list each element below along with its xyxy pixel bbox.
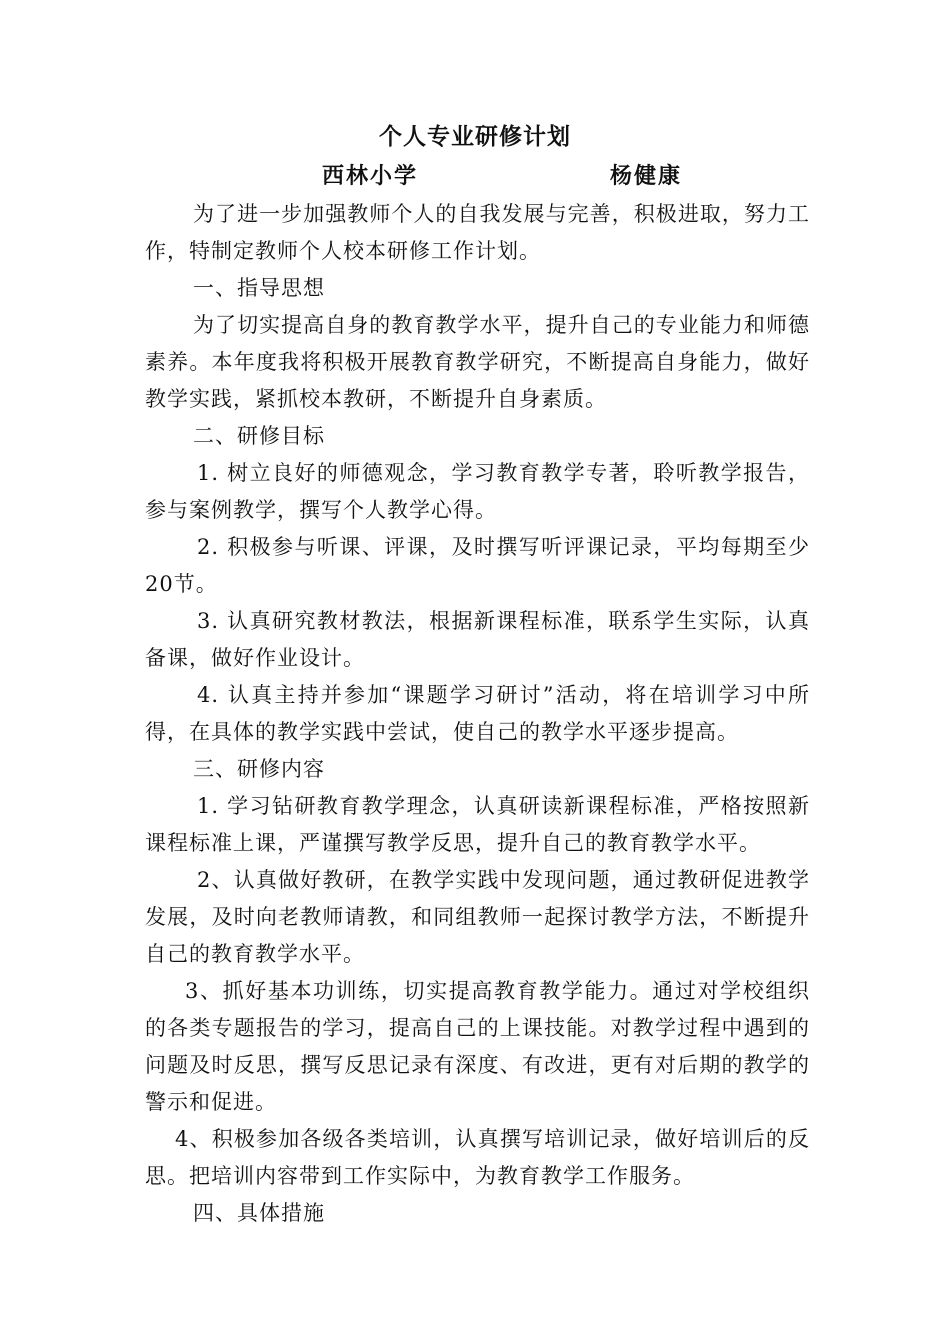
document-title: 个人专业研修计划: [379, 123, 571, 150]
intro-paragraph: 为了进一步加强教师个人的自我发展与完善，积极进取，努力工作，特制定教师个人校本研修工作计划。: [145, 202, 810, 263]
goal-item: 1. 树立良好的师德观念，学习教育教学专著，聆听教学报告，参与案例教学，撰写个人教学心得。: [145, 461, 810, 522]
section-heading-goals: 二、研修目标: [193, 424, 325, 448]
document-body: [145, 196, 810, 1232]
guiding-thought-paragraph: 为了切实提高自身的教育教学水平，提升自己的专业能力和师德素养。本年度我将积极开展教育教学研究，不断提高自身能力，做好教学实践，紧抓校本教研，不断提升自身素质。: [145, 313, 810, 411]
content-item: 1. 学习钻研教育教学理念，认真研读新课程标准，严格按照新课程标准上课，严谨撰写教学反思，提升自己的教育教学水平。: [145, 794, 810, 855]
goal-item: 4. 认真主持并参加“课题学习研讨”活动，将在培训学习中所得，在具体的教学实践中尝试，使自己的教学水平逐步提高。: [145, 683, 810, 744]
content-item: 4、积极参加各级各类培训，认真撰写培训记录，做好培训后的反思。把培训内容带到工作实际中，为教育教学工作服务。: [145, 1127, 810, 1188]
section-heading-measures: 四、具体措施: [193, 1201, 325, 1225]
goal-item: 3. 认真研究教材教法，根据新课程标准，联系学生实际，认真备课，做好作业设计。: [145, 609, 810, 670]
section-heading-guiding-thought: 一、指导思想: [193, 276, 325, 300]
content-item: 3、抓好基本功训练，切实提高教育教学能力。通过对学校组织的各类专题报告的学习，提高自己的上课技能。对教学过程中遇到的问题及时反思，撰写反思记录有深度、有改进，更有对后期的教学的警示和促进。: [145, 979, 810, 1114]
school-name: 西林小学: [322, 163, 419, 189]
author-name: 杨健康: [610, 163, 683, 189]
section-heading-content: 三、研修内容: [193, 757, 325, 781]
goal-item: 2. 积极参与听课、评课，及时撰写听评课记录，平均每期至少20节。: [145, 535, 810, 596]
author-line: [0, 159, 950, 191]
content-item: 2、认真做好教研，在教学实践中发现问题，通过教研促进教学发展，及时向老教师请教，和同组教师一起探讨教学方法，不断提升自己的教育教学水平。: [145, 868, 810, 966]
